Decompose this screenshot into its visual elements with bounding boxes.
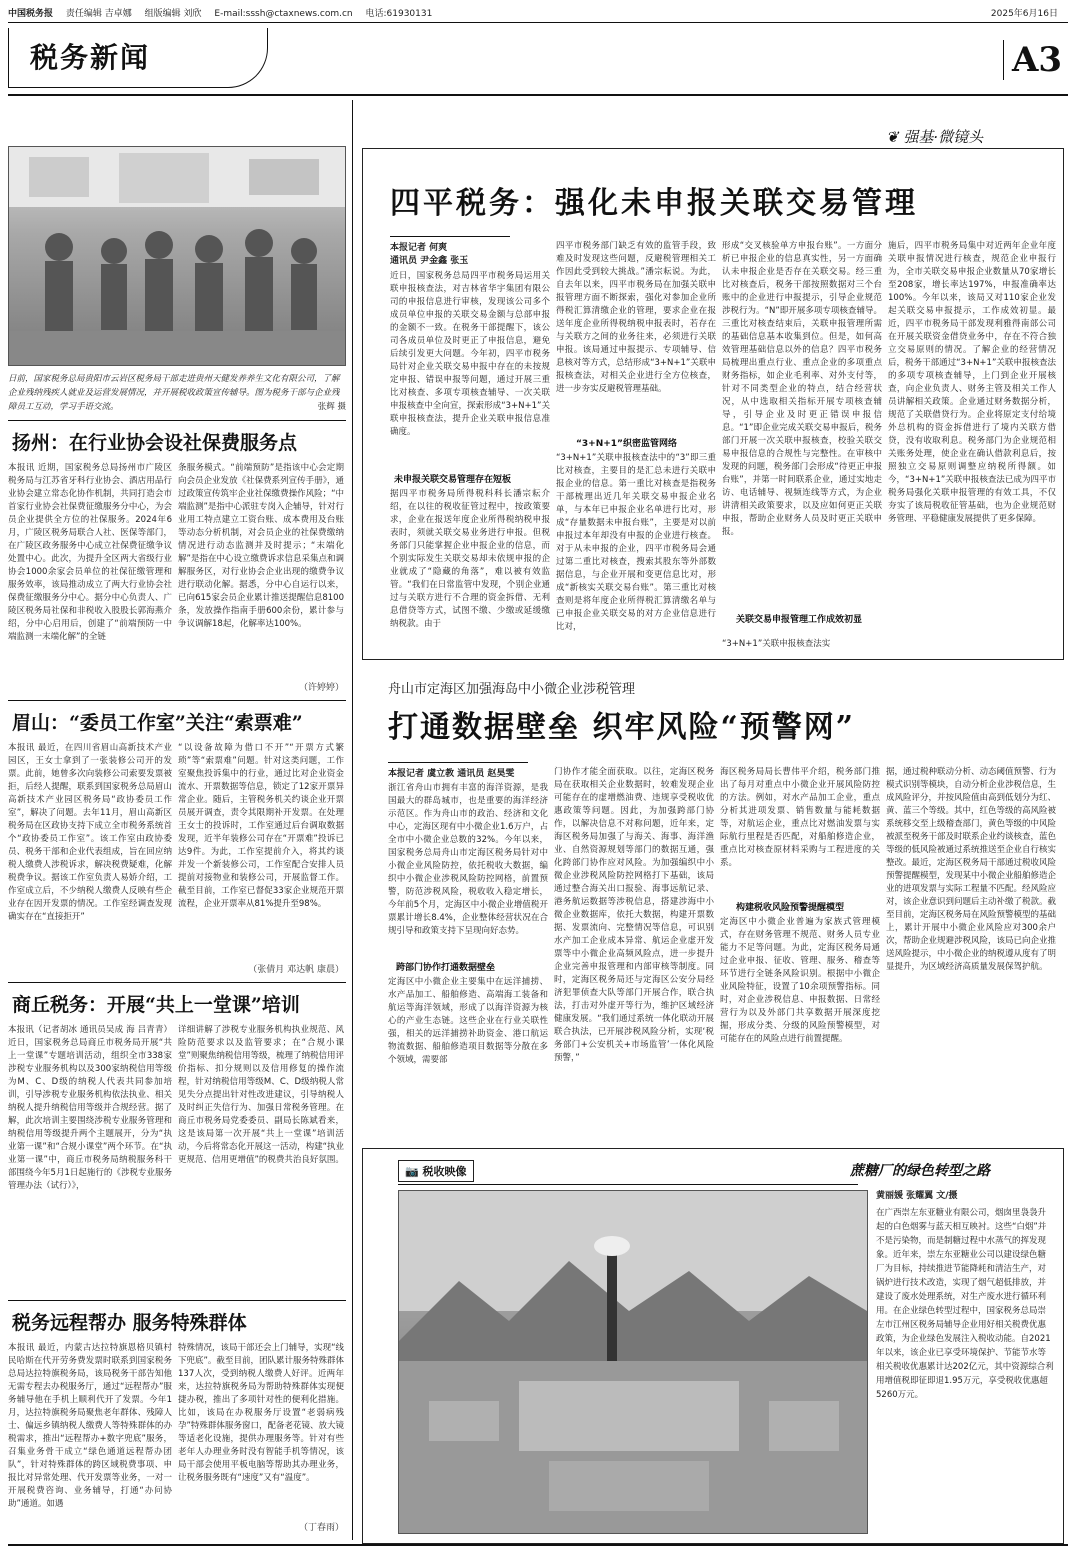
feature-siping-col1: 近日，国家税务总局四平市税务局运用关联申报核查法，对吉林省华宇集团有限公司的申报信息进行审核，发现该公司多个成员单位申报的关联交易金额与总部申报的金额不一致。在税务干部提醒下，该公司各成员单位及时更正了申报信息，避免后续引发更大问题。今年初，四平市税务局针对企业关联交易申报中存在的未按规定申报、错误申报等问题，通过开展三重比对核查、多项专项核查辅导、一次关联申报核查中全向宣，探索形成“3+N+1”关联申报核查法，提升企业关联申报信息准确度。 [390, 271, 550, 437]
feature-zhoushan-col1: 浙江省舟山市拥有丰富的海洋资源，是我国最大的群岛城市，也是重要的海洋经济示范区。作为舟山市的政治、经济和文化中心，定海区现有中小微企业1.6万户，占全市中小微企业总数的32%。今年以来，国家税务总局舟山市定海区税务局针对中小微企业风险防控，依托税收大数据，编织中小微企业涉税风险防控网格，前置预警，防范涉税风险，税收收入稳定增长，今年前5个月，定海区中小微企业增值税开票累计增长8.4%，企业整体经营状况在合规引导和政策支持下呈现向好态势。 [388, 783, 548, 936]
article-remote-col1: 本报讯 最近，内蒙古达拉特旗恩格贝镇村民哈斯在代开劳务费发票时联系到国家税务总局达拉特旗税务局，该局税务干部告知他无需专程去办税服务厅，通过“远程帮办”服务辅导他在手机上顺利代开了发票。今年1月，达拉特旗税务局聚焦老年群体、残障人士、偏远乡镇纳税人缴费人等特殊群体的办税需求，推出“远程帮办+数字兜底”服务，召集业务骨干成立“绿色通道远程帮办团队”，针对特殊群体的跨区域税费事项、申报比对异常处理、代开发票等业务，一对一开展税费咨询、业务辅导，打通“办问协助”通道。如遇 [8, 1343, 172, 1509]
section-title: 税务新闻 [30, 41, 151, 74]
article-remote-title: 税务远程帮办 服务特殊群体 [12, 1312, 247, 1334]
article-yangzhou-col1: 本报讯 近期，国家税务总局扬州市广陵区税务局与江苏省牙科行业协会、酒店用品行业协会建立常态化协作机制，共同打造会市首家行业协会社保费征缴服务分中心，为会员企业提供全方位的社保服务。2024年6月，广陵区税务局联合人社、医保等部门，在广陵区政务服务中心成立社保费征缴争议处置中心。此次，为提升全区两大省级行业协会1000余家会员单位的社保征缴管理和服务效率，该局推动成立了两大行业协会社保费征缴服务分中心。据分中心负责人、广陵区税务局社保和非税收入股股长郭海燕介绍，分中心启用后，创建了“前端预防一中端监测一末端化解”的全链 [8, 463, 172, 642]
photo-caption-text: 日前，国家税务总局贵阳市云岩区税务局干部走进贵州天健发养养生文化有限公司，了解企业残纳残疾人就业及运营发展情况，并开展税收政策宣传辅导。图为税务干部与企业残障员工互动，学习手语交流。 [8, 374, 340, 412]
article-meishan-author: （张倩月 邓达帆 康晨） [248, 965, 344, 975]
paper-name: 中国税务报 [8, 9, 54, 19]
left-rule-4 [8, 1300, 346, 1301]
feature-zhoushan-sub2: 构建税收风险预警提醒模型 [736, 903, 845, 913]
article-shangqiu-col1: 本报讯（记者胡冰 通讯员吴成 海 吕青青）近日，国家税务总局商丘市税务局开展“共上一堂课”专题培训活动，组织全市338家涉税专业服务机构以及300家纳税信用等级为M、C、D级的纳税人代表共同参加培训，引导涉税专业服务机构依法执业、相关纳税人提升纳税信用等级并合规经营。据了解，此次培训主要围绕涉税专业服务管理和纳税信用等级提升两个主题展开，分为“执业第一课”和“合规小课堂”两个环节。在“执业第一课”中，商丘市税务局纳税服务科干部围绕今年5月1日起施行的《涉税专业服务管理办法（试行）》， [8, 1025, 172, 1191]
photo-feature-badge [398, 1160, 474, 1182]
feature-zhoushan-col4: 据，通过税种联动分析、动态阈值预警、行为模式识别等模块，自动分析企业涉税信息，生成风险评分，并按风险值由高到低划分为红、黄、蓝三个等级。其中，红色等级的高风险被系统移交至上级稽查部门，黄色等级的中风险被派至税务干部及时联系企业约谈核查，蓝色等级的低风险被通过系统推送至企业自行核实整改。最近，定海区税务局干部通过税收风险预警提醒模型，发现某中小微企业船舶修造企业的进项发票与实际工程量不匹配。经风险应对，该企业意识到问题后主动补缴了税款。截至目前，定海区税务局在风险预警模型的基础上，累计开展中小微企业风险应对300余户次，帮助企业规避涉税风险，该局已向企业推送风险提示，中小微企业的纳税遵从度有了明显提升，为区域经济高质量发展保驾护航。 [886, 767, 1056, 972]
left-rule-3 [8, 982, 346, 983]
article-meishan-title: 眉山：“委员工作室”关注“索票难” [12, 712, 303, 734]
article-shangqiu-title: 商丘税务：开展“共上一堂课”培训 [12, 994, 300, 1016]
feature-zhoushan-byline: 本报记者 虞立教 通讯员 赵昊雯 [388, 769, 515, 779]
section-badge [880, 126, 989, 147]
column-divider [352, 100, 353, 1540]
sugar-mill-illustration [399, 1191, 867, 1533]
feature-zhoushan-col1b: 定海区中小微企业主要集中在远洋捕捞、水产品加工、船舶修造、高端海工装备和航运等海洋领域，形成了以海洋资源为核心的产业生态链。这些企业在行业关联性强，相关的远洋捕捞补助资金、港口航运物流数据、船舶修造项目数据等分散在多个领域，需要部 [388, 977, 548, 1065]
feature-siping-sub2: “3+N+1”织密监管网络 [576, 439, 677, 449]
photo-feature-credit: 黄丽媛 张耀翼 文/摄 [876, 1191, 958, 1201]
article-shangqiu-col2: 详细讲解了涉税专业服务机构执业规范、风险防范要求以及监管要求；在“合规小课堂”则聚焦纳税信用等级，梳理了纳税信用评价指标、扣分规则以及信用修复的操作流程，针对纳税信用等级M、C、D级纳税人常见失分点提出针对性改进建议，引导纳税人及时纠正失信行为、加强日常税务管理。在商丘市税务局党委委员、副局长陈斌看来，这是该局第一次开展“共上一堂课”培训活动，今后将常态化开展这一活动，构建“执业更规范、信用更增值”的税费共治良好氛围。 [178, 1025, 344, 1165]
email: E-mail:sssh@ctaxnews.com.cn [214, 9, 353, 19]
article-remote-col2: 特殊情况，该局干部还会上门辅导，实现“线下兜底”。截至目前，团队累计服务特殊群体137人次，受到纳税人缴费人好评。近两年来，达拉特旗税务局为帮助特殊群体实现便捷办税，推出了多项针对性的便利化措施。比如，该局在办税服务厅设置“老弱病残孕”特殊群体服务窗口，配备老花镜、放大镜等适老化设施，提供办理服务等。针对有些老年人办理业务时没有智能手机等情况，该局干部会使用平板电脑等帮助其办理业务，让税务服务既有“速度”又有“温度”。 [178, 1343, 344, 1483]
article-yangzhou-title: 扬州：在行业协会设社保费服务点 [12, 432, 298, 454]
feature-zhoushan-col3b: 定海区中小微企业普遍为家族式管理模式，存在财务管理不规范、财务人员专业能力不足等问题。为此，定海区税务局通过企业申报、征收、管理、服务、稽查等环节进行全链条风险识别。根据中小微企业风险特征，设置了10余项预警指标。同时，对企业涉税信息、申报数据、日常经营行为以及外部门共享数据开展深度挖掘，形成分类、分级的风险预警模型，对可能存在的风险点进行前置提醒。 [720, 917, 880, 1044]
left-rule-1 [8, 420, 346, 421]
photo-feature-caption: 在广西崇左东亚糖业有限公司，烟囱里袅袅升起的白色烟雾与蓝天相互映衬。这些“白烟”并不是污染物，而是制糖过程中水蒸气的挥发现象。近年来，崇左东亚糖业公司以建设绿色糖厂为目标，持续推进节能降耗和清洁生产，对锅炉进行技术改造，实现了烟气超低排放，并建设了废水处理系统，对生产废水进行循环利用。在企业绿色转型过程中，国家税务总局崇左市江州区税务局辅导企业用好相关税费优惠政策，为企业绿色发展注入税收动能。自2021年以来，该企业已享受环境保护、节能节水等相关税收优惠累计达202亿元，其中资源综合利用增值税即征即退1.95万元，享受税收优惠超5260万元。 [876, 1208, 1054, 1400]
feature-siping-sub3: 关联交易申报管理工作成效初显 [736, 615, 863, 625]
leaf-icon: ❦ [886, 128, 904, 146]
article-meishan-col1: 本报讯 最近，在四川省眉山高新技术产业园区，王女士拿到了一张装修公司开的发票。此前，她曾多次向装修公司索要发票被拒，后经人提醒，联系到国家税务总局眉山高新技术产业园区税务局“政协委员工作室”，解决了问题。去年11月，眉山高新区税务局在区政协支持下成立全市税务系统首个“政协委员工作室”。该工作室由政协委员、税务干部和企业代表组成，旨在回应纳税人缴费人涉税诉求，解决税费疑难，化解税费争议。据该工作室负责人易娇介绍，工作室成立后，不少纳税人缴费人反映有些企业存在因开发票的情况。工作室经调查发现确实存在“直接拒开” [8, 743, 172, 922]
feature-siping-byline1: 本报记者 何爽 [390, 243, 448, 253]
article-yangzhou-author: （许婷婷） [298, 683, 344, 693]
photo-caption [8, 372, 346, 418]
feature-zhoushan-title: 打通数据壁垒 织牢风险“预警网” [388, 710, 855, 745]
masthead-rule [8, 94, 1068, 96]
feature-siping-col2: 四平市税务部门缺乏有效的监管手段，致难及时发现这些问题，反避税管理相关工作因此受到较大挑战。”潘宗耘说。为此，自去年以来，四平市税务局在加强关联申报管理方面不断探索，强化对参加企业所得税汇算清缴企业的管理，要求企业在报送年度企业所得税纳税申报表时，若存在与关联方之间的业务往来，必须进行关联申报。该局通过申报提示、专项辅导、信息核对等方式，总结形成“3+N+1”关联申报核查法，对相关企业进行全方位核查，进一步夯实反避税管理基础。 [556, 241, 716, 394]
top-meta-bar [8, 6, 1068, 20]
news-photo [8, 146, 346, 366]
feature-siping-col1b: 据四平市税务局所得税科科长潘宗耘介绍，在以往的税收征管过程中，按政策要求，企业在报送年度企业所得税纳税申报表时，须就关联交易业务进行申报。但税务部门只能掌握企业申报企业的信息，而个别实际发生关联交易却未依规申报的企业就成了“隐藏的角落”，难以被有效监管。“我们在日常监管中发现，个别企业通过与关联方进行不合理的资金拆借、无利息借贷等方式，试图不缴、少缴或延缓缴纳税款。由于 [390, 489, 550, 629]
feature-siping-title: 四平税务：强化未申报关联交易管理 [390, 186, 918, 221]
photo-credit: 张辉 摄 [317, 402, 346, 412]
feature-siping-col3: 形成“交叉核验单方申报台账”。一方面分析已申报企业的信息真实性，另一方面确认未申报企业是否存在关联交易。经三重比对核查后，税务干部按照数据对三个台账中的企业进行申报提示，引导企业规范涉税行为。“N”即开展多项专项核查辅导。三重比对核查结束后，关联申报管理所需的基础信息基本收集到位。但是，如何高效管理基础信息以外的信息？四平市税务局梳理出重点行业、重点企业的多项重点财务指标，如企业毛利率、对外支付等，针对不同类型企业的特点，结合经营状况，从中选取相关指标开展专项核查辅导，引导企业及时更正错误申报信息。“1”即企业完成关联交易申报后，税务部门开展一次关联申报核查，校验关联交易申报信息的合规性与完整性。在审核中发现的问题，税务部门会形成“待更正申报台账”，并第一时间联系企业，通过实地走访、电话辅导、视频连线等方式，为企业讲清相关政策要求，以及应如何更正关联申报，帮助企业财务人员及时更正关联申报。 [722, 241, 882, 537]
photo-feature-title: 蔗糖厂的绿色转型之路 [850, 1163, 990, 1179]
byline-rule-2 [388, 762, 528, 763]
bottom-rule [8, 1544, 1068, 1546]
feature-zhoushan-col3: 海区税务局局长曹伟平介绍，税务部门推出了每月对重点中小微企业开展风险防控的方法。例如，对水产品加工企业，重点分析其进项发票、销售数量与能耗数据等，对航运企业，重点比对燃油发票与实际航行里程是否匹配，对船舶修造企业，重点比对核查原材料采购与工程进度的关系。 [720, 767, 880, 868]
editor: 责任编辑 吉卓娜 [65, 9, 132, 19]
article-yangzhou-col2: 条服务模式。“前端预防”是指该中心会定期向会员企业发放《社保费系列宣传手册》，通过政策宣传筑牢企业社保缴费操作风险；“中端监测”是指中心派驻专岗入企辅导，针对行业用工特点建立工资台账、成本费用及台账等动态分析机制，对会员企业的社保费缴纳情况进行动态监测并及时提示；“末端化解”是指在中心设立缴费诉求信息采集点和调解服务区，对行业协会企业出现的缴费争议进行联动化解。据悉，分中心自运行以来，已向615家会员企业累计推送提醒信息8100条，发放操作指南手册600余份，累计参与争议调解18起，化解率达100%。 [178, 463, 344, 629]
feature-siping-byline2: 通讯员 尹金鑫 张玉 [390, 256, 469, 266]
feature-siping-col3b: “3+N+1”关联申报核查法实 [722, 639, 831, 649]
feature-siping-col4: 施后，四平市税务局集中对近两年企业年度关联申报情况进行核查，规范企业申报行为，全市关联交易申报企业数量从70家增长至208家，增长率达197%，申报准确率达100%。今年以来，该局又对110家企业发起关联交易申报提示，工作成效初显。最近，四平市税务局干部发现利雅得南部公司在开展关联资金借贷业务中，存在不符合独立交易原则的情况。了解企业的经营情况后，税务干部通过“3+N+1”关联申报核查法的多项专项核查辅导，上门到企业开展核查，向企业负责人、财务主管及相关工作人员讲解相关政策。企业通过财务数据分析，规范了关联借贷行为。企业将原定支付给境外总机构的资金拆借进行了境内关联方借贷，没有收取利息。税务部门为企业规范相关账务处理，使企业在确认借款利息后，按照独立交易原则调整应纳税所得额。如今，“3+N+1”关联申报核查法已成为四平市税务局强化关联申报管理的有效工具，不仅夯实了该局税收征管基础，也为企业规范财务管理、平稳健康发展提供了更多保障。 [888, 241, 1056, 524]
feature-zhoushan-sub1: 跨部门协作打通数据壁垒 [396, 963, 496, 973]
camera-icon: 📷 [405, 1165, 423, 1178]
photo-feature-rule [398, 1184, 858, 1185]
layout-editor: 组版编辑 刘欣 [144, 9, 202, 19]
feature-siping-sub1: 未申报关联交易管理存在短板 [394, 475, 512, 485]
photo-feature-badge-text: 税收映像 [422, 1165, 467, 1178]
news-photo-illustration [9, 147, 345, 365]
section-badge-text: 强基·微镜头 [903, 128, 984, 146]
left-rule-2 [8, 700, 346, 701]
article-remote-author: （丁春雨） [298, 1523, 344, 1533]
page-number: A3 [1003, 40, 1062, 80]
phone: 电话:61930131 [365, 9, 433, 19]
article-meishan-col2: “以设备故障为借口不开”“开票方式繁琐”等“索票难”问题。针对这类问题，工作室聚焦投诉集中的行业，通过比对企业资金流水、开票数据等信息，锁定了12家开票异常企业。随后，主管税务机关约谈企业开票员展开调查，责令其限期补开发票。在处理王女士的投诉时，工作室通过后台调取数据发现，近半年装修公司存在“开票难”投诉已达9件。为此，工作室提前介入，将其约谈并发一个新装修公司，工作室配合安排人员提前对接物业和装修公司，开展监督工作。截至目前，工作室已督促33家企业规范开票流程，企业开票率从81%提升至98%。 [178, 743, 344, 909]
top-rule [8, 22, 1068, 23]
feature-zhoushan-col2: 门协作才能全面获取。以往，定海区税务局在获取相关企业数据时，较难发现企业可能存在的虚增燃油费、违规享受税收优惠政策等问题。因此，为加强跨部门协作，以解决信息不对称问题，近年来，定海区税务局加强了与海关、海事、海洋渔业、自然资源规划等部门的数据互通，强化跨部门协作应对风险。为加强编织中小微企业涉税风险防控网格打下基础，该局通过整合海关出口报验、海事远航记录、港务航运数据等涉税信息，搭建涉海中小微企业数据库，依托大数据，构建开票数据、发票流向、完整情况等信息，可识别水产加工企业成本异常、航运企业虚开发票等中小微企业高频风险点，进一步提升企业完善申报管理和内部审核等制度。同时，定海区税务局还与定海区公安分局经济犯罪侦查大队等部门开展合作，联合执法，打击对外虚开等行为，维护区域经济健康发展。“我们通过系统一体化联动开展联合执法，已开展涉税风险分析，实现‘税务部门+公安机关+市场监管’一体化风险预警，” [554, 767, 714, 1063]
feature-zhoushan-kicker: 舟山市定海区加强海岛中小微企业涉税管理 [388, 682, 636, 697]
byline-rule [390, 236, 510, 237]
feature-siping-col2b: “3+N+1”关联申报核查法中的“3”即三重比对核查，主要目的是汇总未进行关联申报企业的信息。第一重比对核查是指税务干部梳理出近几年关联交易申报企业名单，与本年已申报企业名单进行比对，形成“存量数据未申报台账”，主要是对以前申报过本年却没有申报的企业进行核查。对于从未申报的企业，四平市税务局会通过第二重比对核查，搜索其股东等外部数据信息，与企业开展和变更信息比对，形成“新核实关联交易台账”。第三重比对核查则是将年度企业所得税汇算清缴名单与已申报企业关联交易的对方企业信息进行比对， [556, 453, 716, 632]
issue-date: 2025年6月16日 [990, 9, 1058, 19]
sugar-mill-photo [398, 1190, 868, 1534]
